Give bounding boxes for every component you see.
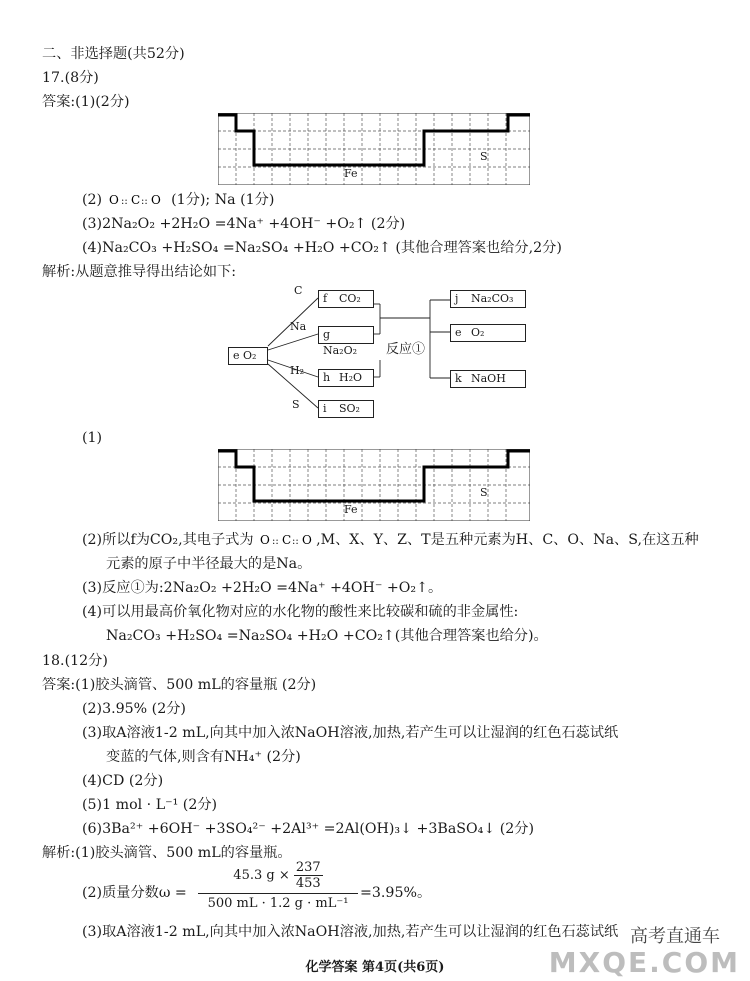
right-box-e <box>450 324 526 342</box>
middle-box-g <box>318 326 374 357</box>
middle-box-i <box>318 400 374 418</box>
q17-analysis-4a: (4)可以用最高价氧化物对应的水化物的酸性来比较碳和硫的非金属性: <box>82 604 519 620</box>
table-label-fe-2: Fe <box>344 503 358 516</box>
mass-fraction-formula <box>198 860 358 911</box>
svg-text:::: :: <box>140 196 148 207</box>
q17-header: 17.(8分) <box>42 70 99 86</box>
q17-analysis-3: (3)反应①为:2Na₂O₂ +2H₂O =4Na⁺ +4OH⁻ +O₂↑。 <box>82 580 443 596</box>
table-label-s-2: S <box>480 486 488 499</box>
right-value: O₂ <box>471 326 485 339</box>
q18-analysis-2-prefix: (2)质量分数ω = <box>82 885 187 901</box>
watermark-top: 高考直通车 <box>630 926 720 947</box>
svg-text:O: O <box>260 533 270 547</box>
q18-answer-6: (6)3Ba²⁺ +6OH⁻ +3SO₄²⁻ +2Al³⁺ =2Al(OH)₃↓ +3BaSO₄↓ (2分) <box>82 821 535 837</box>
middle-key: g <box>323 328 331 341</box>
page-footer: 化学答案 第4页(共6页) <box>305 960 445 975</box>
right-box-k <box>450 370 526 388</box>
svg-text:::: :: <box>292 536 299 547</box>
right-box-j <box>450 290 526 308</box>
middle-key: i <box>323 402 327 415</box>
q18-answer-5: (5)1 mol · L⁻¹ (2分) <box>82 797 218 813</box>
reaction-label: 反应① <box>386 342 426 357</box>
q17-answer-3: (3)2Na₂O₂ +2H₂O =4Na⁺ +4OH⁻ +O₂↑ (2分) <box>82 216 406 232</box>
formula-denominator: 500 mL · 1.2 g · mL⁻¹ <box>207 896 349 911</box>
periodic-table-outline-2 <box>218 449 530 521</box>
branch-label-s: S <box>292 398 300 411</box>
svg-text:::: :: <box>120 196 128 207</box>
analysis-2b-text: ,M、X、Y、Z、T是五种元素为H、C、O、Na、S,在这五种 <box>316 532 699 548</box>
q18-analysis-3: (3)取A溶液1-2 mL,向其中加入浓NaOH溶液,加热,若产生可以让湿润的红色石蕊试纸 <box>82 924 619 940</box>
middle-value: SO₂ <box>339 402 360 415</box>
watermark-bottom: MXQE.COM <box>548 946 740 979</box>
svg-text:O: O <box>302 533 312 547</box>
right-key: e <box>455 326 462 339</box>
table-label-fe: Fe <box>344 167 358 180</box>
table-label-s: S <box>480 150 488 163</box>
q17-answer-1: 答案:(1)(2分) <box>42 94 130 110</box>
branch-label-na: Na <box>290 320 307 333</box>
answer-2-text: (1分); Na (1分) <box>171 192 275 208</box>
inner-numerator: 237 <box>295 860 321 875</box>
q17-analysis-2c: 元素的原子中半径最大的是Na。 <box>106 556 312 572</box>
svg-text:O: O <box>150 193 161 207</box>
q18-answer-3a: (3)取A溶液1-2 mL,向其中加入浓NaOH溶液,加热,若产生可以让湿润的红色石蕊试纸 <box>82 725 619 741</box>
inner-denominator: 453 <box>295 876 321 891</box>
right-key: j <box>455 292 459 305</box>
analysis-2a-text: (2)所以f为CO₂,其电子式为 <box>82 532 254 548</box>
numerator-a: 45.3 g × <box>233 868 290 883</box>
q17-analysis-intro: 解析:从题意推导得出结论如下: <box>42 264 236 280</box>
middle-value: CO₂ <box>339 292 361 305</box>
middle-box-h <box>318 369 374 387</box>
q18-answer-3b: 变蓝的气体,则含有NH₄⁺ (2分) <box>106 749 301 765</box>
middle-key: f <box>323 292 328 305</box>
middle-value: H₂O <box>339 371 363 384</box>
formula-numerator <box>198 860 358 894</box>
right-value: Na₂CO₃ <box>471 292 514 305</box>
q18-analysis-1: 解析:(1)胶头滴管、500 mL的容量瓶。 <box>42 845 292 861</box>
right-key: k <box>455 372 462 385</box>
branch-label-c: C <box>294 284 303 297</box>
q18-header: 18.(12分) <box>42 653 108 669</box>
svg-text:C: C <box>282 533 292 547</box>
q18-analysis-2-result: =3.95%。 <box>360 885 432 901</box>
co2-electron-formula-icon <box>258 531 316 547</box>
q17-answer-4: (4)Na₂CO₃ +H₂SO₄ =Na₂SO₄ +H₂O +CO₂↑ (其他合理答案也给分,2分) <box>82 240 562 256</box>
svg-text:::: :: <box>272 536 279 547</box>
svg-text:O: O <box>108 193 119 207</box>
q18-answer-1: 答案:(1)胶头滴管、500 mL的容量瓶 (2分) <box>42 677 317 693</box>
q18-answer-2: (2)3.95% (2分) <box>82 701 186 717</box>
middle-value: Na₂O₂ <box>323 344 358 357</box>
right-value: NaOH <box>471 372 506 385</box>
inner-fraction <box>294 860 323 891</box>
diagram-start-box: e O₂ <box>228 347 268 365</box>
q18-answer-4: (4)CD (2分) <box>82 773 164 789</box>
answer-2-label: (2) <box>82 192 103 208</box>
q17-analysis-1: (1) <box>82 430 103 446</box>
section-title: 二、非选择题(共52分) <box>42 46 185 62</box>
middle-key: h <box>323 371 331 384</box>
svg-text:C: C <box>130 193 140 207</box>
middle-box-f <box>318 290 374 308</box>
q17-analysis-4b: Na₂CO₃ +H₂SO₄ =Na₂SO₄ +H₂O +CO₂↑(其他合理答案也给分)。 <box>106 628 548 644</box>
branch-label-h2: H₂ <box>290 364 305 377</box>
q17-analysis-2a <box>82 530 699 550</box>
